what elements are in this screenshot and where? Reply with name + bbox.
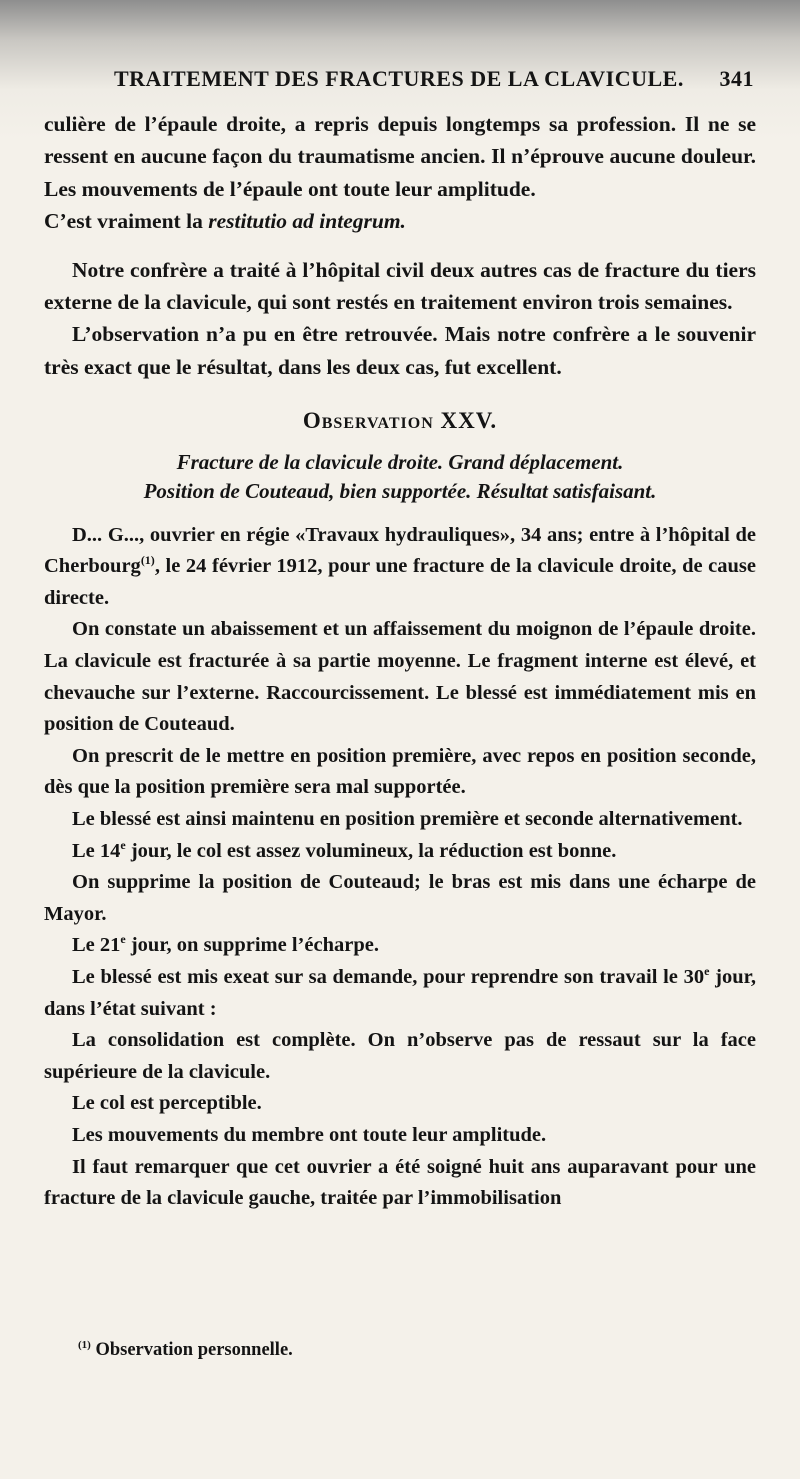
paragraph-prescription: On prescrit de le mettre en position première, avec repos en position seconde, dès que la position première sera mal supportée. xyxy=(44,744,756,799)
footnote xyxy=(78,1340,293,1361)
observation-body xyxy=(44,520,756,1215)
paragraph-continued: culière de l’épaule droite, a repris depuis longtemps sa profession. Il ne se ressent en aucune façon du traumatisme ancien. Il n’éprouve aucune douleur. Les mouvements de l’épaule ont toute leur amplitude. xyxy=(44,112,756,201)
footnote-text: Observation personnelle. xyxy=(90,1340,293,1360)
paragraph-maintained: Le blessé est ainsi maintenu en position première et seconde alternativement. xyxy=(72,808,743,830)
paragraph-remark: Il faut remarquer que cet ouvrier a été soigné huit ans auparavant pour une fracture de la clavicule gauche, traitée par l’immobilisation xyxy=(44,1155,756,1210)
observation-heading: Observation XXV. xyxy=(302,408,498,434)
paragraph-consolidation: La consolidation est complète. On n’observe pas de ressaut sur la face supérieure de la clavicule. xyxy=(44,1029,756,1083)
running-head xyxy=(44,66,756,96)
footnote-marker: (1) xyxy=(78,1338,91,1351)
latin-phrase: restitutio ad integrum. xyxy=(208,209,406,234)
paragraph-restitutio: C’est vraiment la restitutio ad integrum. xyxy=(44,209,406,234)
paragraph-observation-lost: L’observation n’a pu en être retrouvée. Mais notre confrère a le souvenir très exact que le résultat, dans les deux cas, fut excellent. xyxy=(44,322,756,379)
paragraph-col: Le col est perceptible. xyxy=(72,1092,262,1115)
paragraph-day-21: Le 21e jour, on supprime l’écharpe. xyxy=(72,932,379,957)
paragraph-patient: D... G..., ouvrier en régie «Travaux hydrauliques», 34 ans; entre à l’hôpital de Cherbourg$^{(1)}$, le 24 février 1912, pour une fracture de la clavicule droite, de cause directe. xyxy=(44,523,756,609)
paragraph-other-cases: Notre confrère a traité à l’hôpital civil deux autres cas de fracture du tiers externe de la clavicule, qui sont restés en traitement environ trois semaines. xyxy=(44,257,756,315)
page-number: 341 xyxy=(719,66,754,91)
observation-subtitle-1: Fracture de la clavicule droite. Grand déplacement. xyxy=(176,449,624,474)
footnote-ref: (1) xyxy=(140,553,155,568)
body-text xyxy=(44,108,756,1215)
observation-subtitle-2: Position de Couteaud, bien supportée. Résultat satisfaisant. xyxy=(143,478,657,503)
paragraph-sling: On supprime la position de Couteaud; le bras est mis dans une écharpe de Mayor. xyxy=(44,871,756,925)
paragraph-findings: On constate un abaissement et un affaissement du moignon de l’épaule droite. La clavicule est fracturée à sa partie moyenne. Le fragment interne est élevé, et chevauche sur l’externe. Raccourcissement. Le blessé est immédiatement mis en position de Couteaud. xyxy=(44,618,756,736)
paragraph-movements: Les mouvements du membre ont toute leur amplitude. xyxy=(72,1123,547,1146)
paragraph-exeat: Le blessé est mis exeat sur sa demande, pour reprendre son travail le 30e jour, dans l’état suivant : xyxy=(44,964,756,1020)
paragraph-day-14: Le 14e jour, le col est assez volumineux, la réduction est bonne. xyxy=(72,837,617,862)
running-head-title: TRAITEMENT DES FRACTURES DE LA CLAVICULE. xyxy=(114,66,684,91)
